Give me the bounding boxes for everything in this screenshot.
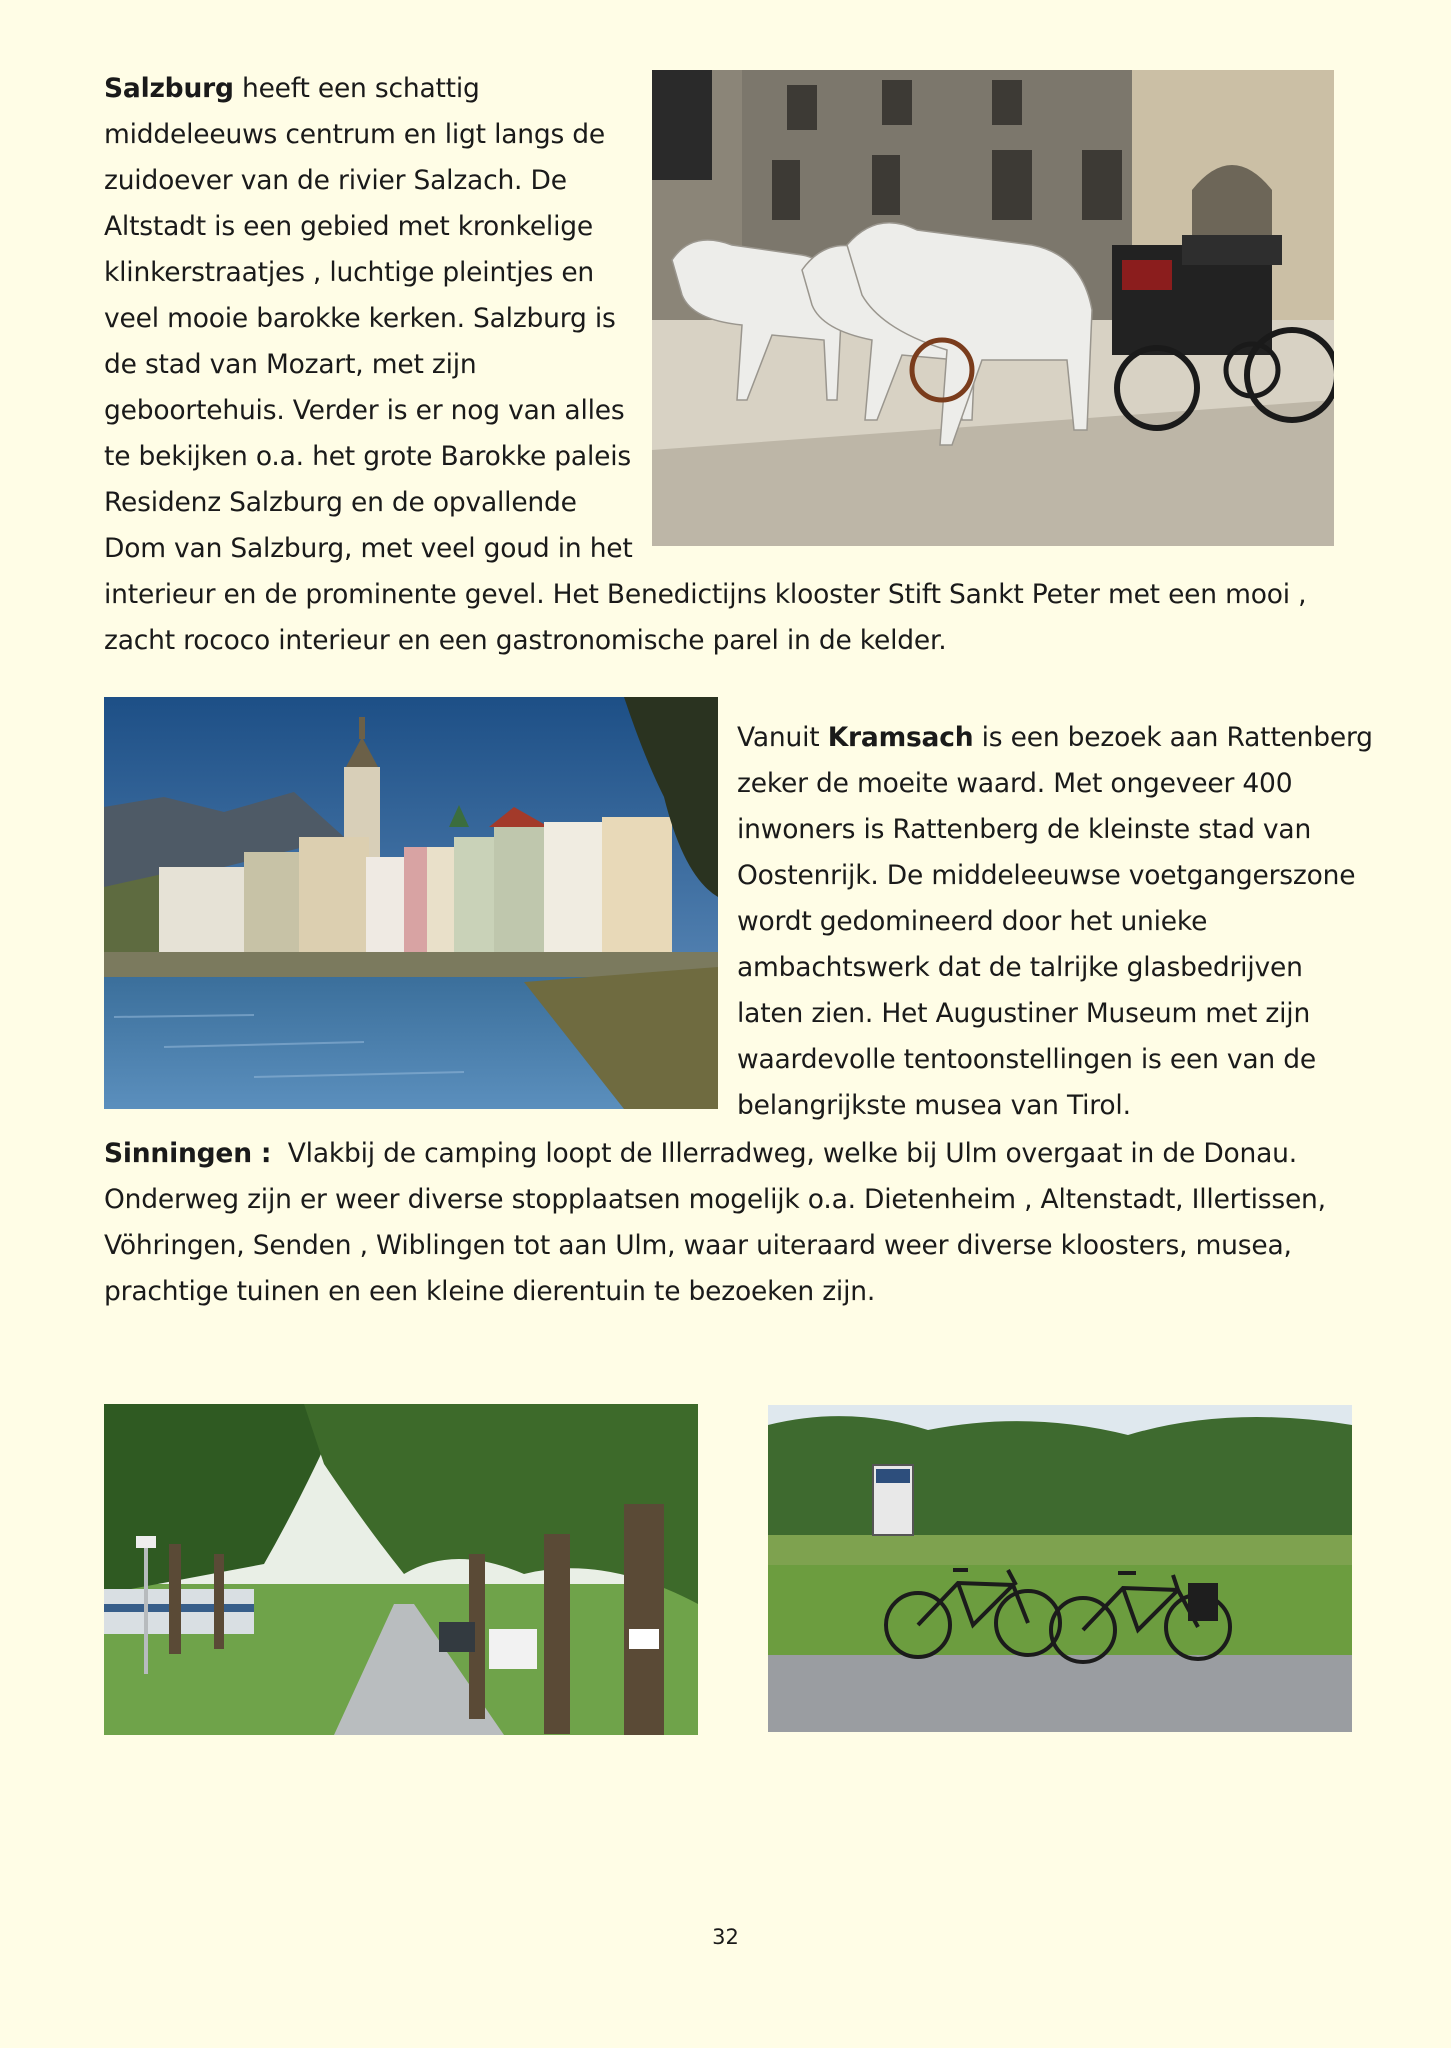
sinningen-line-1: Sinningen : Vlakbij de camping loopt de Illerradweg, welke bij Ulm overgaat in de Donau. — [104, 1138, 1297, 1169]
sinningen-title: Sinningen : — [104, 1138, 272, 1169]
salzburg-line-13: zacht rococo interieur en een gastronomische parel in de kelder. — [104, 625, 947, 656]
sinningen-line-3: Vöhringen, Senden , Wiblingen tot aan Ulm, waar uiteraard weer diverse kloosters, musea, — [104, 1230, 1292, 1261]
salzburg-line-9: te bekijken o.a. het grote Barokke paleis — [104, 441, 631, 472]
salzburg-line-1: Salzburg heeft een schattig — [104, 73, 480, 104]
photo-horse-carriage — [652, 70, 1334, 546]
salzburg-line-11: Dom van Salzburg, met veel goud in het — [104, 533, 633, 564]
kramsach-line-1: Vanuit Kramsach is een bezoek aan Rattenberg — [737, 722, 1373, 753]
kramsach-line-2: zeker de moeite waard. Met ongeveer 400 — [737, 768, 1293, 799]
kramsach-line-8: waardevolle tentoonstellingen is een van de — [737, 1044, 1316, 1075]
salzburg-line-2: middeleeuws centrum en ligt langs de — [104, 119, 606, 150]
salzburg-line-12: interieur en de prominente gevel. Het Benedictijns klooster Stift Sankt Peter met een mooi , — [104, 579, 1307, 610]
kramsach-line-7: laten zien. Het Augustiner Museum met zijn — [737, 998, 1311, 1029]
kramsach-line-5: wordt gedomineerd door het unieke — [737, 906, 1208, 937]
kramsach-line-4: Oostenrijk. De middeleeuwse voetgangerszone — [737, 860, 1356, 891]
sinningen-line-4: prachtige tuinen en een kleine dierentuin te bezoeken zijn. — [104, 1276, 876, 1307]
salzburg-line-7: de stad van Mozart, met zijn — [104, 349, 477, 380]
photo-rattenberg — [104, 697, 718, 1109]
salzburg-line-8: geboortehuis. Verder is er nog van alles — [104, 395, 625, 426]
kramsach-line-9: belangrijkste musea van Tirol. — [737, 1090, 1131, 1121]
salzburg-line-6: veel mooie barokke kerken. Salzburg is — [104, 303, 616, 334]
salzburg-line-10: Residenz Salzburg en de opvallende — [104, 487, 577, 518]
photo-camping-avenue — [104, 1404, 698, 1735]
page-number: 32 — [712, 1925, 739, 1949]
kramsach-title: Kramsach — [827, 722, 974, 753]
salzburg-title: Salzburg — [104, 73, 234, 104]
kramsach-paragraph — [737, 715, 1373, 1129]
salzburg-line-4: Altstadt is een gebied met kronkelige — [104, 211, 593, 242]
sinningen-line-2: Onderweg zijn er weer diverse stopplaatsen mogelijk o.a. Dietenheim , Altenstadt, Illertissen, — [104, 1184, 1326, 1215]
kramsach-line-3: inwoners is Rattenberg de kleinste stad van — [737, 814, 1312, 845]
kramsach-line-6: ambachtswerk dat de talrijke glasbedrijven — [737, 952, 1303, 983]
photo-bicycles — [768, 1405, 1352, 1732]
sinningen-paragraph — [104, 1131, 1326, 1315]
salzburg-line-5: klinkerstraatjes , luchtige pleintjes en — [104, 257, 595, 288]
salzburg-line-3: zuidoever van de rivier Salzach. De — [104, 165, 567, 196]
